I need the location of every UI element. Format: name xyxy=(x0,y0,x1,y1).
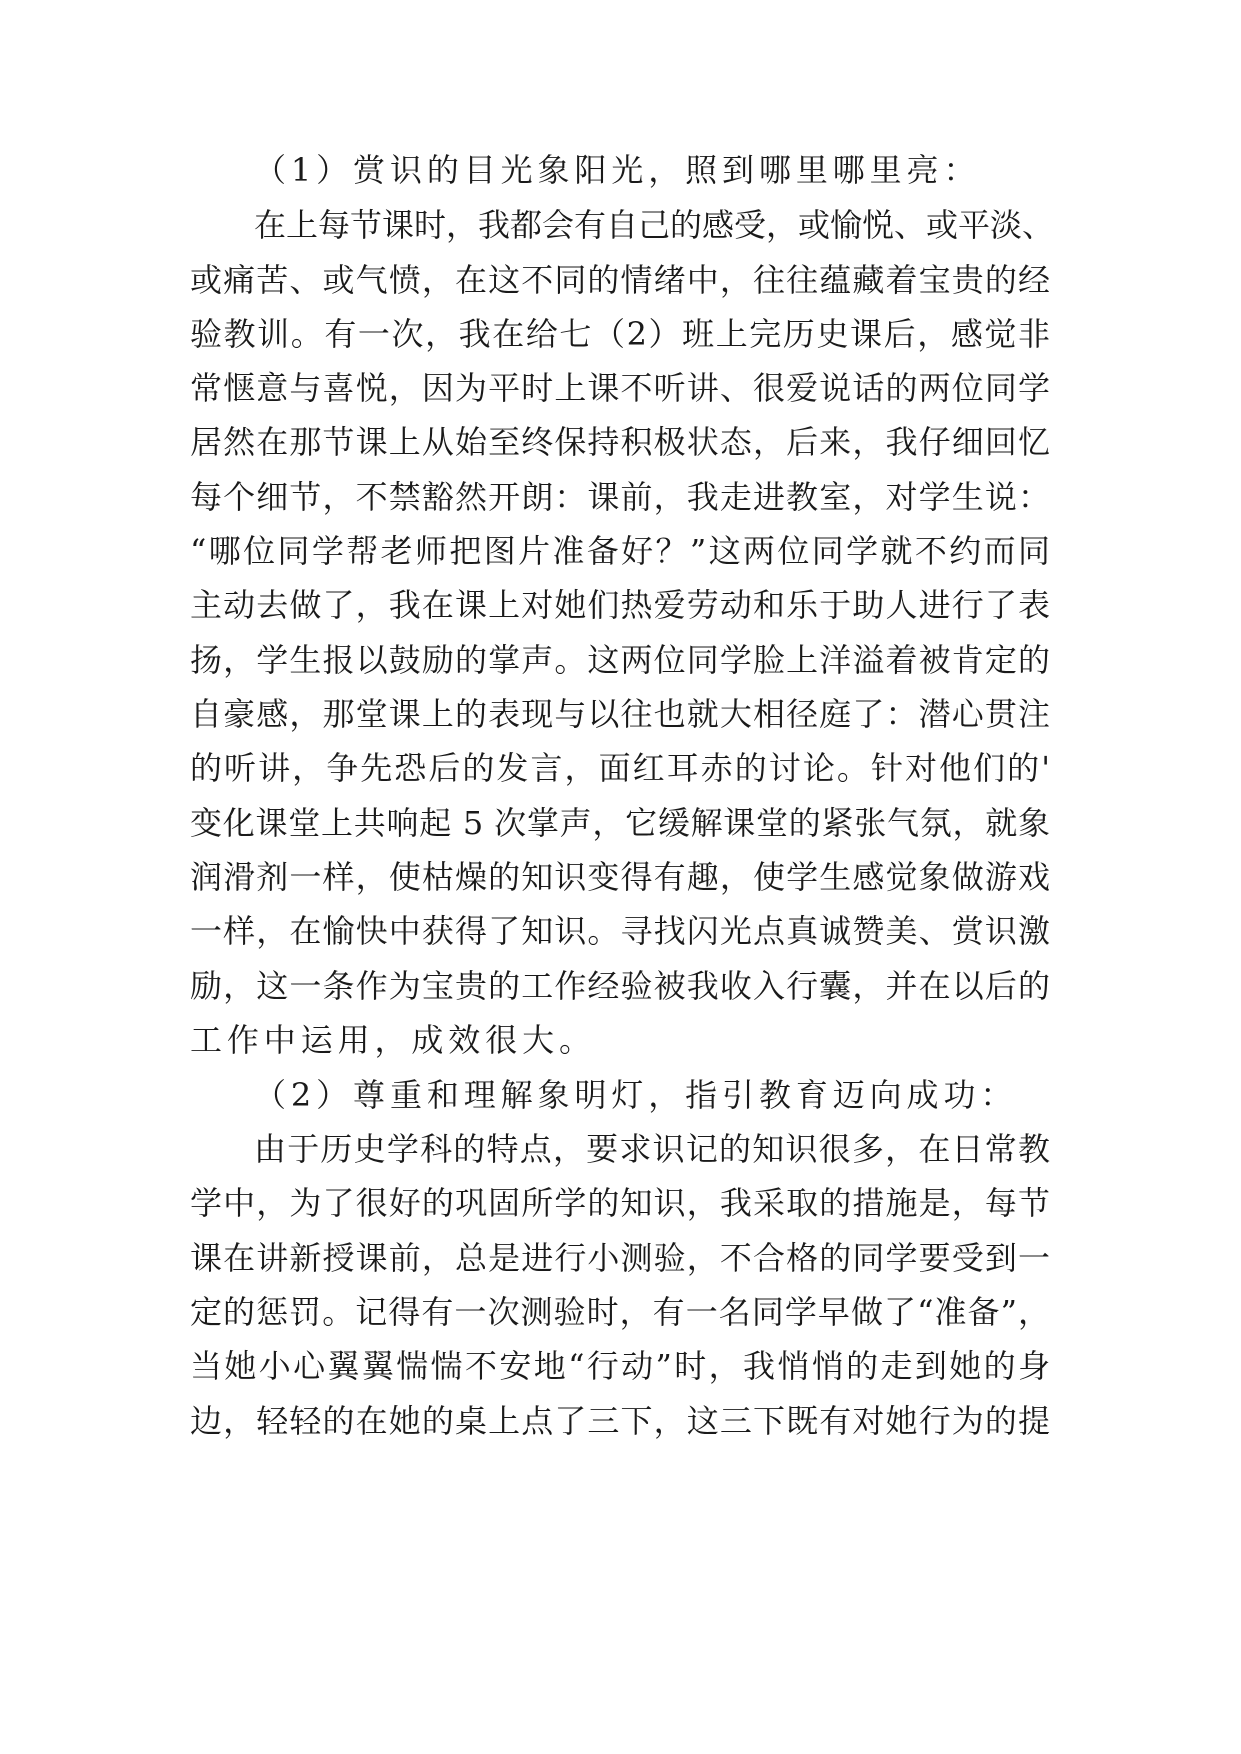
paragraph-line: 的听讲，争先恐后的发言，面红耳赤的讨论。针对他们的' xyxy=(190,749,1050,787)
paragraph-line: 或痛苦、或气愤，在这不同的情绪中，往往蕴藏着宝贵的经 xyxy=(190,261,1050,299)
section-heading-1: （1）赏识的目光象阳光，照到哪里哪里亮： xyxy=(254,151,981,189)
paragraph-line: 主动去做了，我在课上对她们热爱劳动和乐于助人进行了表 xyxy=(190,586,1050,624)
paragraph-line: 学中，为了很好的巩固所学的知识，我采取的措施是，每节 xyxy=(190,1184,1050,1222)
paragraph-line: 课在讲新授课前，总是进行小测验，不合格的同学要受到一 xyxy=(190,1239,1050,1277)
paragraph-line: 在上每节课时，我都会有自己的感受，或愉悦、或平淡、 xyxy=(254,206,1055,244)
paragraph-line: 一样，在愉快中获得了知识。寻找闪光点真诚赞美、赏识激 xyxy=(190,912,1050,950)
paragraph-line: 工作中运用，成效很大。 xyxy=(190,1021,596,1059)
paragraph-line: 励，这一条作为宝贵的工作经验被我收入行囊，并在以后的 xyxy=(190,967,1050,1005)
paragraph-line: 由于历史学科的特点，要求识记的知识很多，在日常教 xyxy=(254,1130,1050,1168)
paragraph-line: 验教训。有一次，我在给七（2）班上完历史课后，感觉非 xyxy=(190,315,1050,353)
paragraph-line: 变化课堂上共响起 5 次掌声，它缓解课堂的紧张气氛，就象 xyxy=(190,804,1050,842)
paragraph-line: “哪位同学帮老师把图片准备好？”这两位同学就不约而同 xyxy=(190,532,1050,570)
paragraph-line: 自豪感，那堂课上的表现与以往也就大相径庭了：潜心贯注 xyxy=(190,695,1050,733)
paragraph-line: 居然在那节课上从始至终保持积极状态，后来，我仔细回忆 xyxy=(190,423,1050,461)
paragraph-line: 定的惩罚。记得有一次测验时，有一名同学早做了“准备”， xyxy=(190,1293,1050,1331)
paragraph-line: 当她小心翼翼惴惴不安地“行动”时，我悄悄的走到她的身 xyxy=(190,1347,1050,1385)
paragraph-line: 扬，学生报以鼓励的掌声。这两位同学脸上洋溢着被肯定的 xyxy=(190,641,1050,679)
paragraph-line: 润滑剂一样，使枯燥的知识变得有趣，使学生感觉象做游戏 xyxy=(190,858,1050,896)
paragraph-line: 常惬意与喜悦，因为平时上课不听讲、很爱说话的两位同学 xyxy=(190,369,1050,407)
paragraph-line: 每个细节，不禁豁然开朗：课前，我走进教室，对学生说： xyxy=(190,478,1050,516)
section-heading-2: （2）尊重和理解象明灯，指引教育迈向成功： xyxy=(254,1076,1018,1114)
paragraph-line: 边，轻轻的在她的桌上点了三下，这三下既有对她行为的提 xyxy=(190,1402,1050,1440)
